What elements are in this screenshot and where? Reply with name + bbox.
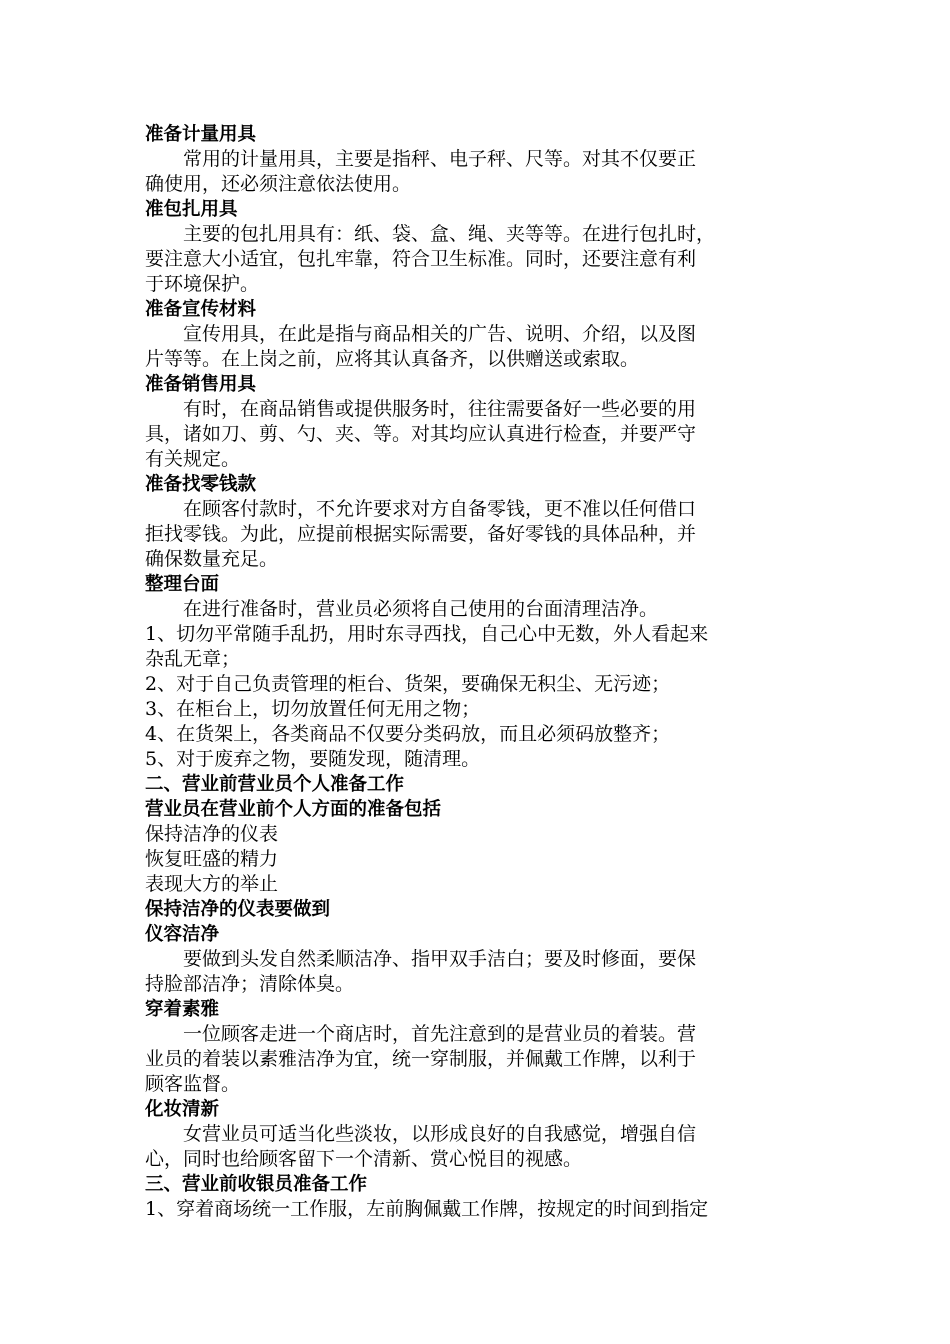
text-line: 杂乱无章； — [145, 648, 241, 670]
paragraph — [145, 597, 810, 622]
paragraph — [145, 1122, 810, 1172]
text-line: 于环境保护。 — [145, 273, 260, 295]
text-line: 1、切勿平常随手乱扔，用时东寻西找，自己心中无数，外人看起来 — [145, 623, 709, 645]
section-heading: 准备宣传材料 — [145, 299, 257, 320]
text-line: 要做到头发自然柔顺洁净、指甲双手洁白；要及时修面，要保 — [183, 948, 697, 970]
text-line: 1、穿着商场统一工作服，左前胸佩戴工作牌，按规定的时间到指定 — [145, 1198, 709, 1220]
section-heading: 三、营业前收银员准备工作 — [145, 1174, 368, 1195]
text-line: 确保数量充足。 — [145, 548, 279, 570]
text-line: 恢复旺盛的精力 — [145, 848, 279, 870]
text-line: 要注意大小适宜，包扎牢靠，符合卫生标准。同时，还要注意有利 — [145, 248, 697, 270]
text-line: 常用的计量用具，主要是指秤、电子秤、尺等。对其不仅要正 — [183, 148, 697, 170]
text-block — [145, 747, 810, 772]
section-heading: 穿着素雅 — [145, 999, 220, 1020]
text-line: 在进行准备时，营业员必须将自己使用的台面清理洁净。 — [183, 598, 659, 620]
document-page — [145, 122, 810, 1222]
text-block — [145, 722, 810, 747]
text-block — [145, 1197, 810, 1222]
paragraph — [145, 947, 810, 997]
text-line: 宣传用具，在此是指与商品相关的广告、说明、介绍，以及图 — [183, 323, 697, 345]
text-line: 具，诸如刀、剪、勺、夹、等。对其均应认真进行检查，并要严守 — [145, 423, 697, 445]
text-line: 顾客监督。 — [145, 1073, 241, 1095]
text-line: 女营业员可适当化些淡妆，以形成良好的自我感觉，增强自信 — [183, 1123, 697, 1145]
text-line: 持脸部洁净；清除体臭。 — [145, 973, 355, 995]
text-line: 有关规定。 — [145, 448, 241, 470]
text-line: 业员的着装以素雅洁净为宜，统一穿制服，并佩戴工作牌，以利于 — [145, 1048, 697, 1070]
paragraph — [145, 397, 810, 472]
text-block — [145, 672, 810, 697]
text-line: 一位顾客走进一个商店时，首先注意到的是营业员的着装。营 — [183, 1023, 697, 1045]
text-line: 有时，在商品销售或提供服务时，往往需要备好一些必要的用 — [183, 398, 697, 420]
text-block — [145, 872, 810, 897]
paragraph — [145, 497, 810, 572]
paragraph — [145, 1022, 810, 1097]
section-heading: 仪容洁净 — [145, 924, 220, 945]
text-block — [145, 822, 810, 847]
text-block — [145, 847, 810, 872]
text-line: 保持洁净的仪表 — [145, 823, 279, 845]
text-line: 主要的包扎用具有：纸、袋、盒、绳、夹等等。在进行包扎时， — [183, 223, 716, 245]
text-line: 片等等。在上岗之前，应将其认真备齐，以供赠送或索取。 — [145, 348, 640, 370]
text-block — [145, 622, 810, 672]
section-heading: 二、营业前营业员个人准备工作 — [145, 774, 405, 795]
text-line: 在顾客付款时，不允许要求对方自备零钱，更不准以任何借口 — [183, 498, 697, 520]
text-line: 4、在货架上，各类商品不仅要分类码放，而且必须码放整齐； — [145, 723, 671, 745]
text-line: 表现大方的举止 — [145, 873, 279, 895]
section-heading: 准备找零钱款 — [145, 474, 257, 495]
section-heading: 化妆清新 — [145, 1099, 220, 1120]
paragraph — [145, 222, 810, 297]
text-line: 3、在柜台上，切勿放置任何无用之物； — [145, 698, 481, 720]
section-heading: 整理台面 — [145, 574, 220, 595]
section-heading: 准包扎用具 — [145, 199, 238, 220]
section-heading: 保持洁净的仪表要做到 — [145, 899, 331, 920]
section-heading: 营业员在营业前个人方面的准备包括 — [145, 799, 442, 820]
text-line: 心，同时也给顾客留下一个清新、赏心悦目的视感。 — [145, 1148, 583, 1170]
text-line: 2、对于自己负责管理的柜台、货架，要确保无积尘、无污迹； — [145, 673, 671, 695]
text-line: 确使用，还必须注意依法使用。 — [145, 173, 412, 195]
text-line: 5、对于废弃之物，要随发现，随清理。 — [145, 748, 481, 770]
paragraph — [145, 322, 810, 372]
paragraph — [145, 147, 810, 197]
section-heading: 准备计量用具 — [145, 124, 257, 145]
text-block — [145, 697, 810, 722]
text-line: 拒找零钱。为此，应提前根据实际需要，备好零钱的具体品种，并 — [145, 523, 697, 545]
section-heading: 准备销售用具 — [145, 374, 257, 395]
